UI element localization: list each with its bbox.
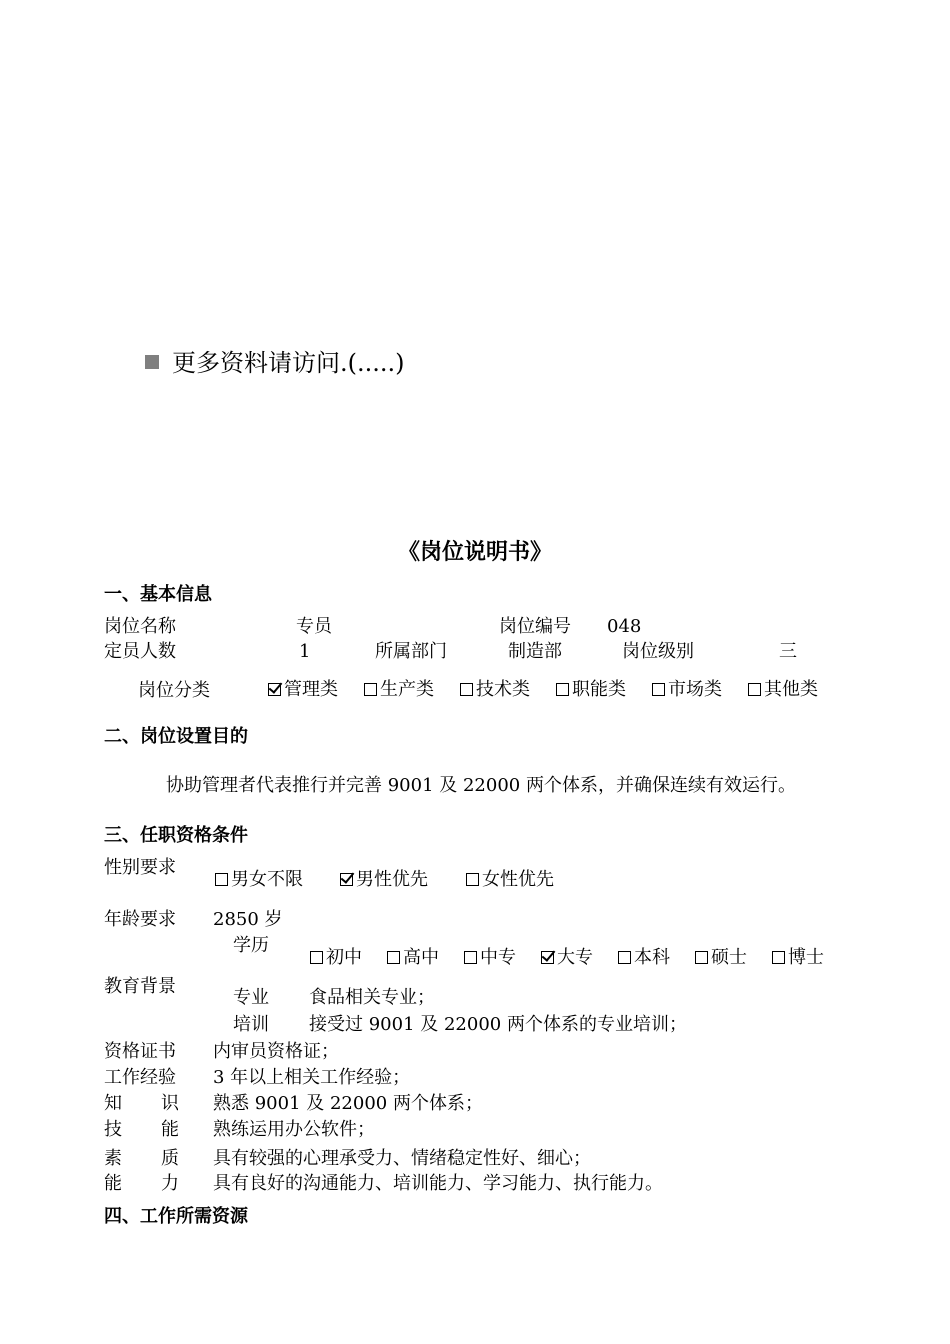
category-option[interactable]: 技术类 (460, 679, 530, 701)
knowledge-value: 熟悉 9001 及 22000 两个体系； (213, 1093, 483, 1114)
certificate-value: 内审员资格证； (213, 1041, 339, 1062)
checkbox-checked-icon[interactable] (541, 951, 554, 964)
gender-label: 性别要求 (104, 857, 176, 878)
experience-value: 3 年以上相关工作经验； (213, 1067, 411, 1088)
category-option[interactable]: 生产类 (364, 679, 434, 701)
ability-label-char2: 力 (161, 1173, 179, 1194)
knowledge-label-char1: 知 (104, 1093, 122, 1114)
degree-option[interactable]: 本科 (618, 947, 670, 969)
quality-label-char2: 质 (161, 1148, 179, 1169)
post-name-value: 专员 (296, 616, 332, 637)
department-value: 制造部 (508, 641, 562, 662)
section-heading-purpose: 二、岗位设置目的 (104, 726, 248, 747)
gender-option[interactable]: 女性优先 (466, 869, 554, 891)
checkbox-icon[interactable] (772, 951, 785, 964)
post-code-label: 岗位编号 (499, 616, 571, 637)
experience-label: 工作经验 (104, 1067, 176, 1088)
promo-text: 更多资料请访问.(.....) (172, 349, 405, 377)
degree-option[interactable]: 硕士 (695, 947, 747, 969)
checkbox-icon[interactable] (364, 683, 377, 696)
ability-label-char1: 能 (104, 1173, 122, 1194)
post-name-label: 岗位名称 (104, 616, 176, 637)
degree-option[interactable]: 博士 (772, 947, 824, 969)
major-value: 食品相关专业； (309, 987, 435, 1008)
skill-label-char2: 能 (161, 1119, 179, 1140)
checkbox-icon[interactable] (652, 683, 665, 696)
training-label: 培训 (233, 1014, 269, 1035)
checkbox-icon[interactable] (215, 873, 228, 886)
bullet-square-icon (145, 355, 159, 369)
degree-option[interactable]: 初中 (310, 947, 362, 969)
education-background-label: 教育背景 (104, 976, 176, 997)
checkbox-icon[interactable] (618, 951, 631, 964)
gender-option[interactable]: 男性优先 (340, 869, 428, 891)
checkbox-icon[interactable] (464, 951, 477, 964)
training-value: 接受过 9001 及 22000 两个体系的专业培训； (309, 1014, 687, 1035)
category-option[interactable]: 市场类 (652, 679, 722, 701)
knowledge-label-char2: 识 (161, 1093, 179, 1114)
degree-label: 学历 (233, 935, 269, 956)
post-level-value: 三 (779, 641, 797, 662)
section-heading-basic-info: 一、基本信息 (104, 584, 212, 605)
gender-option[interactable]: 男女不限 (215, 869, 303, 891)
degree-option[interactable]: 高中 (387, 947, 439, 969)
age-label: 年龄要求 (104, 909, 176, 930)
age-value: 2850 岁 (213, 909, 283, 930)
purpose-text: 协助管理者代表推行并完善 9001 及 22000 两个体系，并确保连续有效运行。 (166, 775, 796, 796)
category-option[interactable]: 其他类 (748, 679, 818, 701)
certificate-label: 资格证书 (104, 1041, 176, 1062)
checkbox-icon[interactable] (556, 683, 569, 696)
checkbox-checked-icon[interactable] (340, 873, 353, 886)
degree-option[interactable]: 中专 (464, 947, 516, 969)
checkbox-icon[interactable] (748, 683, 761, 696)
skill-label-char1: 技 (104, 1119, 122, 1140)
quality-value: 具有较强的心理承受力、情绪稳定性好、细心； (213, 1148, 591, 1169)
post-code-value: 048 (607, 616, 642, 637)
skill-value: 熟练运用办公软件； (213, 1119, 375, 1140)
post-category-label: 岗位分类 (138, 680, 210, 701)
post-level-label: 岗位级别 (622, 641, 694, 662)
section-heading-qualifications: 三、任职资格条件 (104, 825, 248, 846)
category-option[interactable]: 职能类 (556, 679, 626, 701)
checkbox-icon[interactable] (310, 951, 323, 964)
headcount-value: 1 (299, 641, 311, 662)
department-label: 所属部门 (375, 641, 447, 662)
category-option[interactable]: 管理类 (268, 679, 338, 701)
document-title: 《岗位说明书》 (397, 539, 552, 565)
checkbox-checked-icon[interactable] (268, 683, 281, 696)
headcount-label: 定员人数 (104, 641, 176, 662)
checkbox-icon[interactable] (460, 683, 473, 696)
degree-option[interactable]: 大专 (541, 947, 593, 969)
checkbox-icon[interactable] (387, 951, 400, 964)
section-heading-resources: 四、工作所需资源 (104, 1206, 248, 1227)
major-label: 专业 (233, 987, 269, 1008)
checkbox-icon[interactable] (466, 873, 479, 886)
ability-value: 具有良好的沟通能力、培训能力、学习能力、执行能力。 (213, 1173, 663, 1194)
checkbox-icon[interactable] (695, 951, 708, 964)
quality-label-char1: 素 (104, 1148, 122, 1169)
